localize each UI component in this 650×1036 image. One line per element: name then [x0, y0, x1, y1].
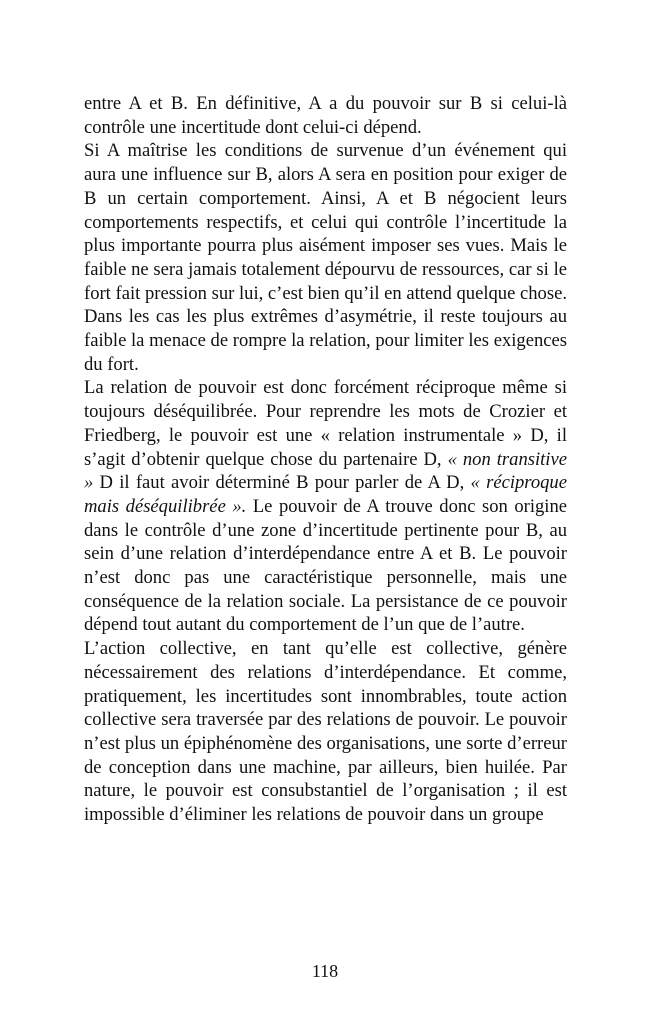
paragraph-3	[84, 376, 567, 637]
text-segment: Le pouvoir de A trouve donc son origine dans le contrôle d’une zone d’incertitude pertinente pour B, au sein d’une relation d’interdépendance entre A et B. Le pouvoir n’est donc pas une caractéristique personnelle, mais une conséquence de la relation sociale. La persistance de ce pouvoir dépend tout autant du comportement de l’un que de l’autre.	[84, 495, 567, 636]
italic-quote: « réciproque mais déséquilibrée ».	[84, 472, 567, 517]
text-segment: L’action collective, en tant qu’elle est collective, génère nécessairement des relations d’interdépendance. Et comme, pratiquement, les incertitudes sont innombrables, toute action collective sera traversée par des relations de pouvoir. Le pouvoir n’est plus un épiphénomène des organisations, une sorte d’erreur de conception dans une machine, par ailleurs, bien huilée. Par nature, le pouvoir est consubstantiel de l’organisation ; il est impossible d’éliminer les relations de pouvoir dans un groupe	[84, 638, 567, 826]
paragraph-1	[84, 92, 567, 139]
paragraph-2	[84, 139, 567, 376]
text-segment: D il faut avoir déterminé B pour parler de A D,	[93, 472, 471, 494]
page-body	[84, 92, 567, 827]
text-segment: entre A et B. En définitive, A a du pouvoir sur B si celui-là contrôle une incertitude dont celui-ci dépend.	[84, 93, 567, 138]
italic-quote: « non transitive »	[84, 448, 567, 494]
text-segment: Si A maîtrise les conditions de survenue d’un événement qui aura une influence sur B, alors A sera en position pour exiger de B un certain comportement. Ainsi, A et B négocient leurs comportements respectifs, et celui qui contrôle l’incertitude la plus importante pourra plus aisément imposer ses vues. Mais le faible ne sera jamais totalement dépourvu de ressources, car si le fort fait pression sur lui, c’est bien qu’il en attend quelque chose. Dans les cas les plus extrêmes d’asymétrie, il reste toujours au faible la menace de rompre la relation, pour limiter les exigences du fort.	[84, 140, 567, 375]
text-segment: La relation de pouvoir est donc forcément réciproque même si toujours déséquilibrée. Pour reprendre les mots de Crozier et Friedberg, le pouvoir est une « relation instrumentale » D, il s’agit d’obtenir quelque chose du partenaire D,	[84, 377, 567, 470]
page-number: 118	[311, 961, 339, 981]
paragraph-4	[84, 637, 567, 827]
